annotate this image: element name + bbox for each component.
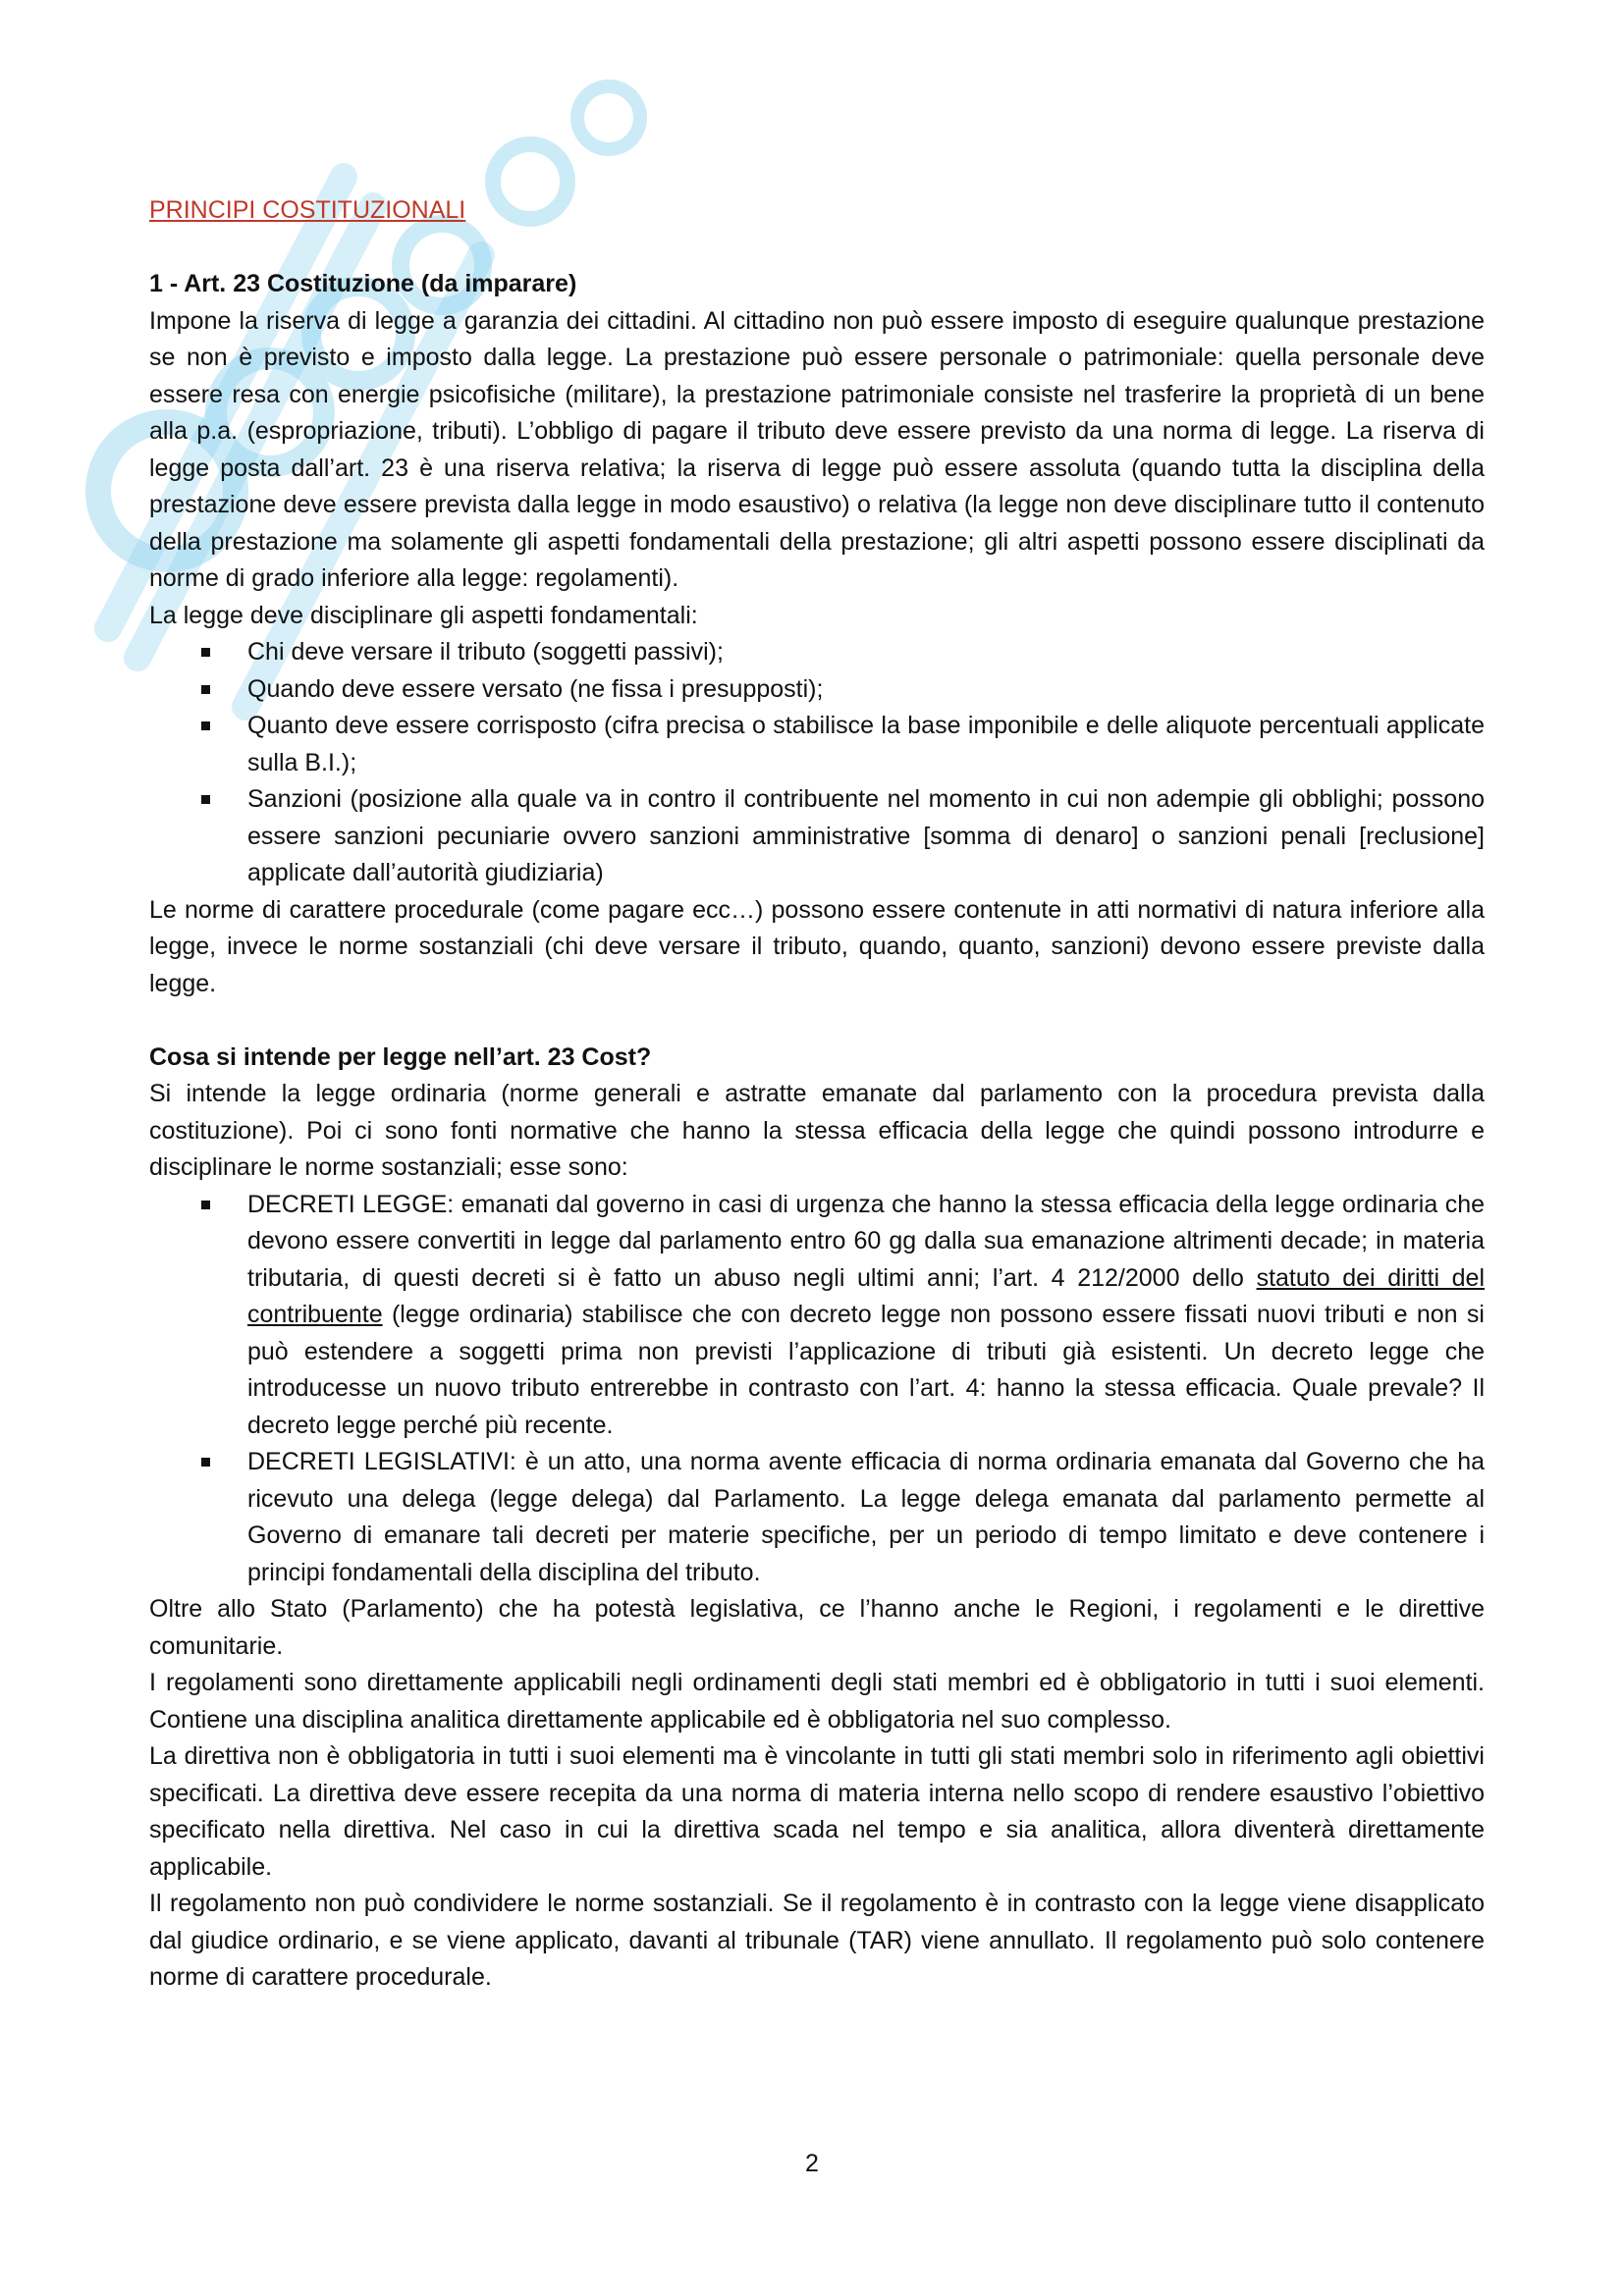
paragraph-potesta-legislativa: Oltre allo Stato (Parlamento) che ha potestà legislativa, ce l’hanno anche le Regioni, i regolamenti e le direttive comunitarie.	[149, 1595, 1485, 1660]
list-item-decreti-legge	[247, 1187, 1485, 1445]
bullet-list-fonti	[149, 1187, 1485, 1592]
paragraph-norme-procedurali: Le norme di carattere procedurale (come pagare ecc…) possono essere contenute in atti normativi di natura inferiore alla legge, invece le norme sostanziali (chi deve versare il tributo, quando, quanto, sanzioni) devono essere previste dalla legge.	[149, 895, 1485, 997]
bullet-list-aspetti	[149, 634, 1485, 892]
statuto-contribuente-link: statuto dei diritti del contribuente	[247, 1263, 1485, 1328]
list-item: Sanzioni (posizione alla quale va in contro il contribuente nel momento in cui non adempie gli obblighi; possono essere sanzioni pecuniarie ovvero sanzioni amministrative [somma di denaro] o sanzioni penali [reclusione] applicate dall’autorità giudiziaria)	[247, 781, 1485, 892]
paragraph-aspetti-fondamentali: La legge deve disciplinare gli aspetti fondamentali:	[149, 601, 698, 629]
paragraph-riserva-di-legge: Impone la riserva di legge a garanzia dei cittadini. Al cittadino non può essere imposto di eseguire qualunque prestazione se non è previsto e imposto dalla legge. La prestazione può essere personale o patrimoniale: quella personale deve essere resa con energie psicofisiche (militare), la prestazione patrimoniale consiste nel trasferire la proprietà di un bene alla p.a. (espropriazione, tributi). L’obbligo di pagare il tributo deve essere previsto da una norma di legge. La riserva di legge posta dall’art. 23 è una riserva relativa; la riserva di legge può essere assoluta (quando tutta la disciplina della prestazione deve essere prevista dalla legge in modo esaustivo) o relativa (la legge non deve disciplinare tutto il contenuto della prestazione ma solamente gli aspetti fondamentali della prestazione; gli altri aspetti possono essere disciplinati da norme di grado inferiore alla legge: regolamenti).	[149, 306, 1485, 592]
paragraph-legge-ordinaria: Si intende la legge ordinaria (norme generali e astratte emanate dal parlamento con la procedura prevista dalla costituzione). Poi ci sono fonti normative che hanno la stessa efficacia della legge che quindi possono introdurre e disciplinare le norme sostanziali; esse sono:	[149, 1080, 1485, 1181]
paragraph-regolamento-contrasto: Il regolamento non può condividere le norme sostanziali. Se il regolamento è in contrasto con la legge viene disapplicato dal giudice ordinario, e se viene applicato, davanti al tribunale (TAR) viene annullato. Il regolamento può solo contenere norme di carattere procedurale.	[149, 1890, 1485, 1991]
question-heading: Cosa si intende per legge nell’art. 23 Cost?	[149, 1042, 652, 1071]
decreti-legge-text: DECRETI LEGGE: emanati dal governo in casi di urgenza che hanno la stessa efficacia della legge ordinaria che devono essere convertiti in legge dal parlamento entro 60 gg dalla sua emanazione altrimenti decade; in materia tributaria, di questi decreti si è fatto un abuso negli ultimi anni; l’art. 4 212/2000 dello	[247, 1190, 1485, 1292]
decreti-legge-text-continued: (legge ordinaria) stabilisce che con decreto legge non possono essere fissati nuovi tributi e non si può estendere a soggetti prima non previsti l’applicazione di tributi già esistenti. Un decreto legge che introducesse un nuovo tributo entrerebbe in contrasto con l’art. 4: hanno la stessa efficacia. Quale prevale? Il decreto legge perché più recente.	[247, 1301, 1485, 1439]
list-item-decreti-legislativi: DECRETI LEGISLATIVI: è un atto, una norma avente efficacia di norma ordinaria emanata dal Governo che ha ricevuto una delega (legge delega) dal Parlamento. La legge delega emanata dal parlamento permette al Governo di emanare tali decreti per materie specifiche, per un periodo di tempo limitato e deve contenere i principi fondamentali della disciplina del tributo.	[247, 1444, 1485, 1591]
section-title: PRINCIPI COSTITUZIONALI	[149, 196, 466, 224]
document-page	[149, 192, 1485, 1997]
list-item: Quando deve essere versato (ne fissa i presupposti);	[247, 671, 1485, 709]
list-item: Chi deve versare il tributo (soggetti passivi);	[247, 634, 1485, 671]
page-number: 2	[805, 2150, 819, 2177]
paragraph-regolamenti: I regolamenti sono direttamente applicabili negli ordinamenti degli stati membri ed è obbligatorio in tutti i suoi elementi. Contiene una disciplina analitica direttamente applicabile ed è obbligatoria nel suo complesso.	[149, 1669, 1485, 1734]
article-heading: 1 - Art. 23 Costituzione (da imparare)	[149, 270, 577, 297]
list-item: Quanto deve essere corrisposto (cifra precisa o stabilisce la base imponibile e delle aliquote percentuali applicate sulla B.I.);	[247, 708, 1485, 781]
paragraph-direttiva: La direttiva non è obbligatoria in tutti i suoi elementi ma è vincolante in tutti gli stati membri solo in riferimento agli obiettivi specificati. La direttiva deve essere recepita da una norma di materia interna nello scopo di rendere esaustivo l’obiettivo specificato nella direttiva. Nel caso in cui la direttiva scada nel tempo e sia analitica, allora diventerà direttamente applicabile.	[149, 1742, 1485, 1881]
